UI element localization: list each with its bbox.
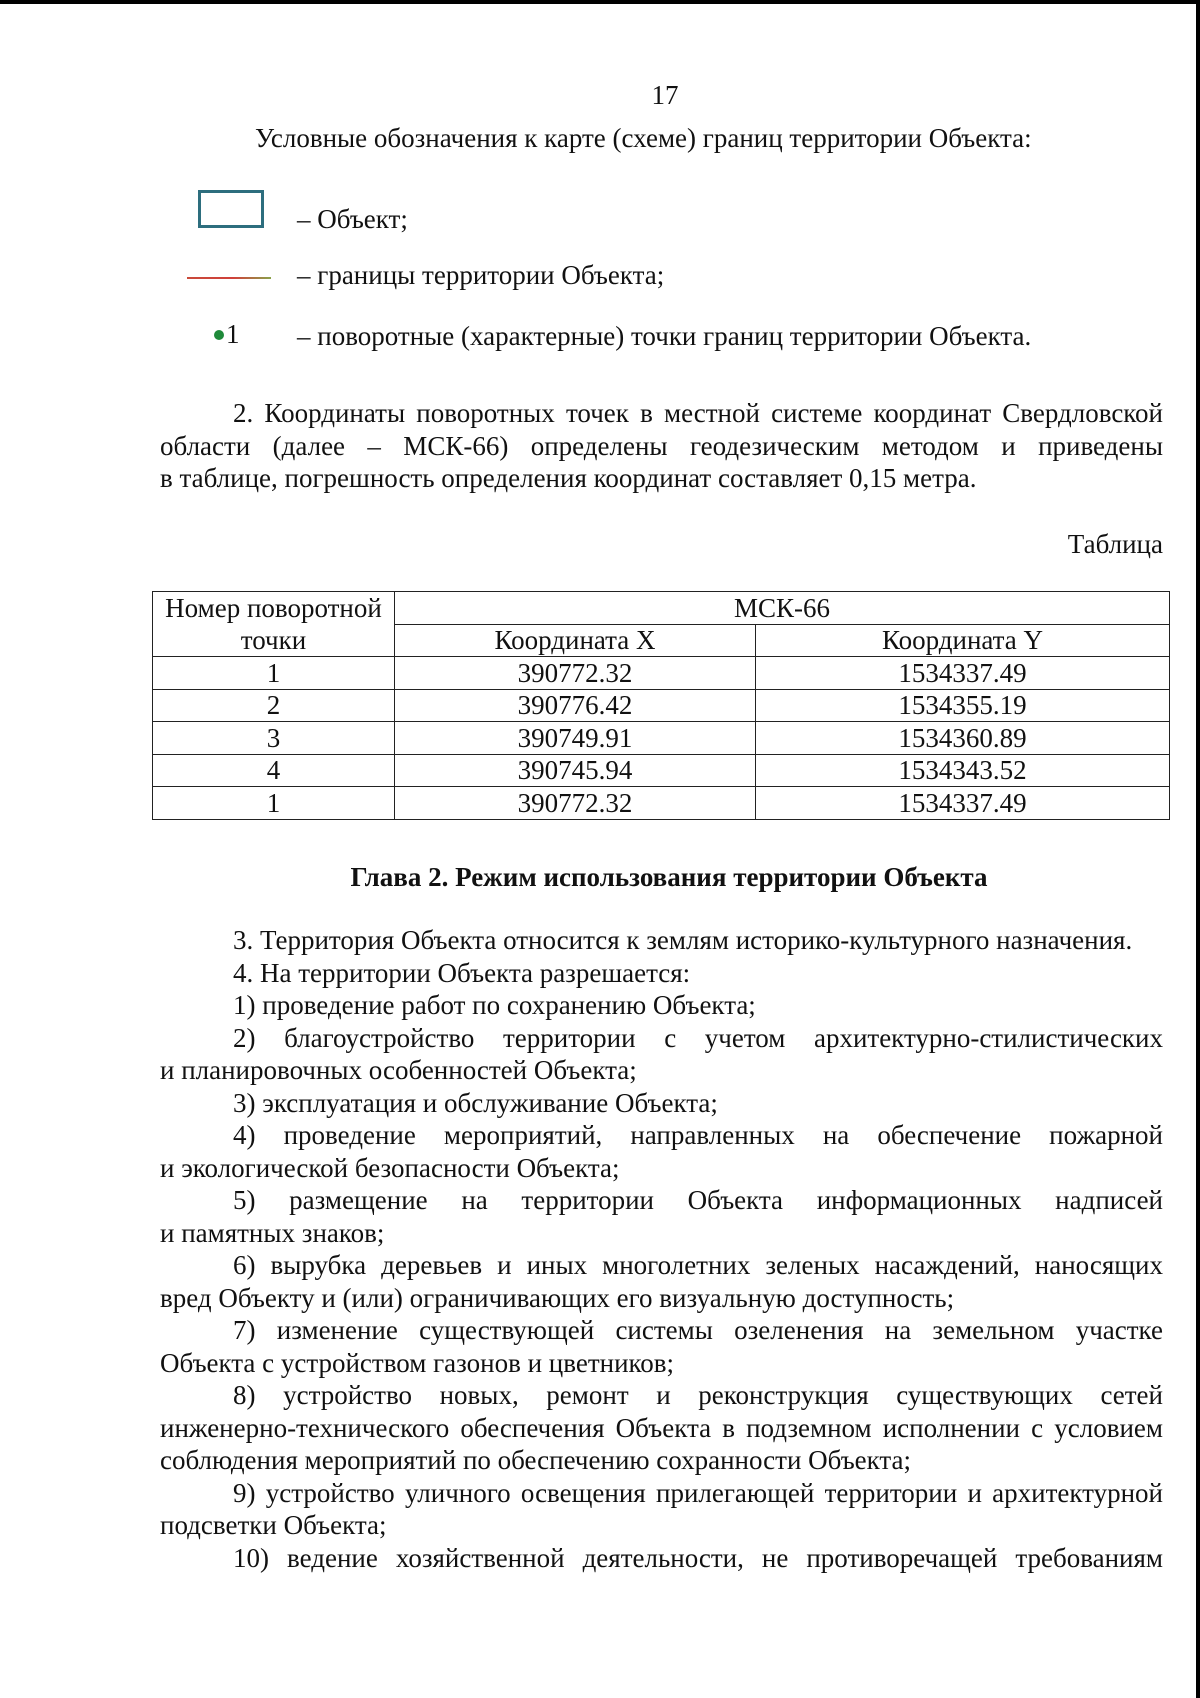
cell-y: 1534337.49 — [756, 657, 1170, 690]
body-line: 6) вырубка деревьев и иных многолетних зеленых насаждений, наносящих — [233, 1250, 1163, 1280]
cell-x: 390772.32 — [395, 787, 756, 820]
paragraph-2-line: области (далее – МСК-66) определены геодезическим методом и приведены — [160, 430, 1163, 461]
legend-title: Условные обозначения к карте (схеме) границ территории Объекта: — [255, 123, 1032, 153]
paragraph-2-line: в таблице, погрешность определения координат составляет 0,15 метра. — [160, 463, 977, 493]
coordinates-table — [152, 591, 1170, 820]
body-line: вред Объекту и (или) ограничивающих его визуальную доступность; — [160, 1282, 955, 1313]
body-line: 4. На территории Объекта разрешается: — [233, 957, 691, 988]
body-line: Объекта с устройством газонов и цветников; — [160, 1347, 675, 1378]
body-line: и планировочных особенностей Объекта; — [160, 1055, 637, 1085]
scan-edge-top — [0, 0, 1200, 4]
cell-point: 2 — [153, 689, 395, 722]
chapter-2-heading: Глава 2. Режим использования территории Объекта — [350, 862, 988, 892]
body-line: и памятных знаков; — [160, 1217, 385, 1248]
legend-text-object: – Объект; — [297, 204, 408, 234]
header-coordinate-y: Координата Y — [756, 624, 1170, 657]
body-line: 9) устройство уличного освещения прилегающей территории и архитектурной — [233, 1477, 1163, 1508]
body-line: 4) проведение мероприятий, направленных на обеспечение пожарной — [233, 1120, 1163, 1150]
header-point-number — [153, 592, 395, 657]
cell-point: 4 — [153, 754, 395, 787]
table-row — [153, 722, 1170, 755]
boundary-line-symbol — [187, 277, 271, 279]
body-line: и экологической безопасности Объекта; — [160, 1152, 620, 1183]
body-line: 3. Территория Объекта относится к землям историко-культурного назначения. — [233, 925, 1133, 955]
header-point-line2: точки — [240, 625, 307, 655]
turning-point-dot-icon — [214, 330, 224, 340]
table-caption: Таблица — [1067, 529, 1163, 559]
header-point-line1: Номер поворотной — [165, 593, 382, 623]
body-line: 1) проведение работ по сохранению Объекта; — [233, 990, 756, 1020]
table-row — [153, 689, 1170, 722]
cell-x: 390745.94 — [395, 754, 756, 787]
body-line: соблюдения мероприятий по обеспечению сохранности Объекта; — [160, 1445, 912, 1475]
cell-y: 1534337.49 — [756, 787, 1170, 820]
table-row — [153, 754, 1170, 787]
cell-y: 1534355.19 — [756, 689, 1170, 722]
paragraph-2-line: 2. Координаты поворотных точек в местной системе координат Свердловской — [233, 398, 1163, 428]
cell-y: 1534343.52 — [756, 754, 1170, 787]
body-line: 3) эксплуатация и обслуживание Объекта; — [233, 1087, 718, 1118]
header-coordinate-x: Координата X — [395, 624, 756, 657]
body-line: 10) ведение хозяйственной деятельности, не противоречащей требованиям — [233, 1542, 1163, 1573]
cell-x: 390772.32 — [395, 657, 756, 690]
cell-point: 3 — [153, 722, 395, 755]
cell-x: 390776.42 — [395, 689, 756, 722]
body-line: 5) размещение на территории Объекта информационных надписей — [233, 1185, 1163, 1215]
body-line: инженерно-технического обеспечения Объекта в подземном исполнении с условием — [160, 1412, 1163, 1443]
table-header-row — [153, 592, 1170, 625]
turning-point-label: 1 — [226, 319, 240, 349]
table-row — [153, 657, 1170, 690]
cell-y: 1534360.89 — [756, 722, 1170, 755]
body-line: 7) изменение существующей системы озеленения на земельном участке — [233, 1315, 1163, 1345]
legend-text-turning-points: – поворотные (характерные) точки границ территории Объекта. — [297, 321, 1032, 351]
paragraph-2 — [160, 397, 1163, 495]
chapter-2-body — [160, 924, 1163, 1574]
header-coordinate-system: МСК-66 — [395, 592, 1170, 625]
body-line: 2) благоустройство территории с учетом архитектурно-стилистических — [233, 1022, 1163, 1053]
scan-edge-right — [1196, 0, 1200, 1698]
object-rectangle-symbol — [198, 190, 264, 228]
body-line: 8) устройство новых, ремонт и реконструкция существующих сетей — [233, 1380, 1163, 1410]
turning-point-symbol — [214, 319, 240, 350]
body-line: подсветки Объекта; — [160, 1510, 387, 1540]
cell-point: 1 — [153, 787, 395, 820]
cell-point: 1 — [153, 657, 395, 690]
legend-text-boundary: – границы территории Объекта; — [297, 260, 665, 290]
cell-x: 390749.91 — [395, 722, 756, 755]
table-row — [153, 787, 1170, 820]
page-number: 17 — [651, 80, 679, 110]
